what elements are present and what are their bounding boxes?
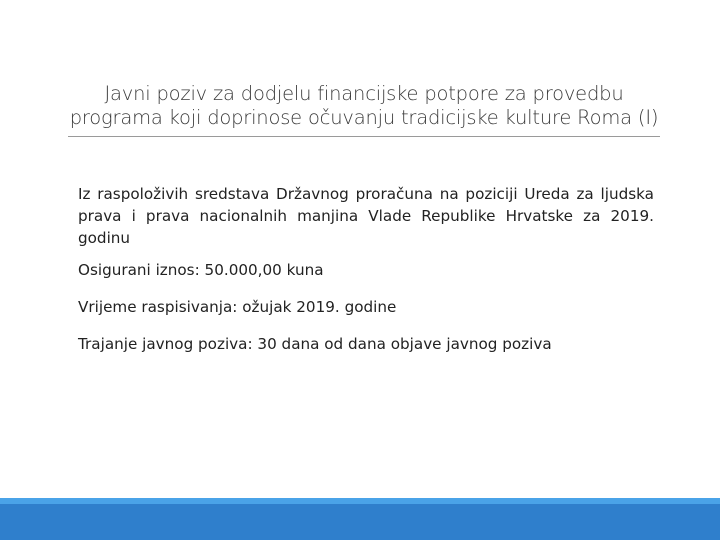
footer-accent-highlight (0, 498, 720, 504)
title-divider (68, 136, 660, 137)
intro-paragraph: Iz raspoloživih sredstava Državnog proračuna na poziciji Ureda za ljudska prava i prava nacionalnih manjina Vlade Republike Hrvatske za 2019. godinu (78, 185, 654, 247)
publish-date-paragraph: Vrijeme raspisivanja: ožujak 2019. godine (78, 298, 397, 316)
title-line-1: Javni poziv za dodjelu financijske potpore za provedbu (104, 82, 624, 105)
footer-accent-bar (0, 498, 720, 540)
slide-title (68, 82, 660, 130)
slide-body (78, 183, 654, 370)
amount-paragraph: Osigurani iznos: 50.000,00 kuna (78, 261, 324, 279)
title-line-2: programa koji doprinose očuvanju tradicijske kulture Roma (I) (69, 106, 659, 129)
duration-paragraph: Trajanje javnog poziva: 30 dana od dana objave javnog poziva (78, 335, 552, 353)
